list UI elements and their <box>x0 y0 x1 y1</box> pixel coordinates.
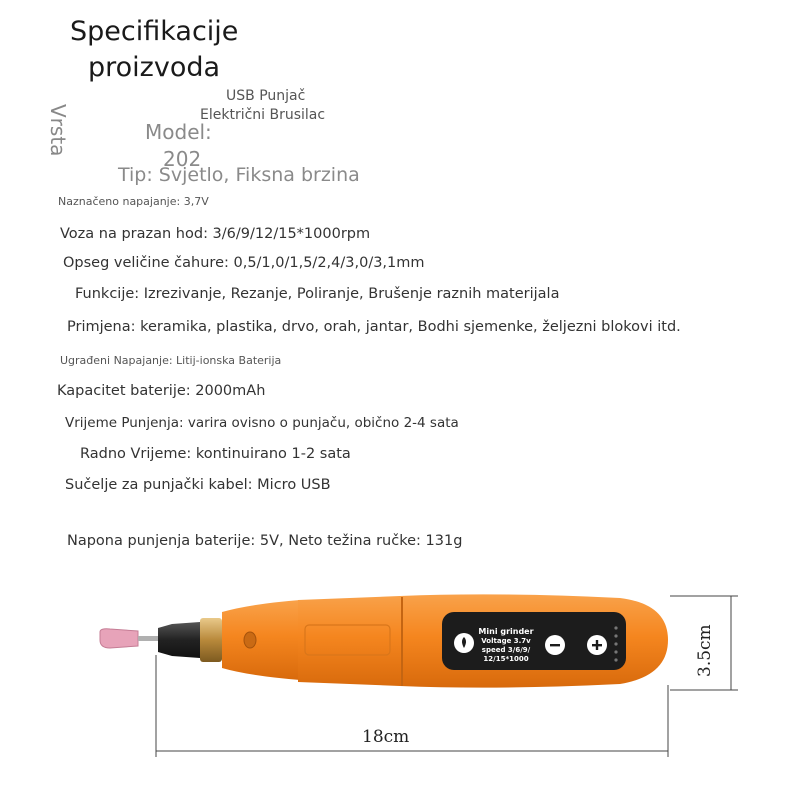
speed-led-3 <box>614 642 617 645</box>
grinder-illustration <box>0 570 800 800</box>
spec-functions: Funkcije: Izrezivanje, Rezanje, Poliranje, Brušenje raznih materijala <box>75 286 560 302</box>
speed-led-4 <box>614 650 617 653</box>
spec-collet-range: Opseg veličine čahure: 0,5/1,0/1,5/2,4/3,0/3,1mm <box>63 255 425 271</box>
vrsta-label: Vrsta <box>46 104 70 157</box>
grinder-nose <box>222 600 300 680</box>
spec-charging-time: Vrijeme Punjenja: varira ovisno o punjaču, obično 2-4 sata <box>65 415 459 431</box>
model-label: Model: <box>145 120 212 144</box>
plus-icon-v <box>596 640 598 650</box>
nose-button <box>244 632 256 648</box>
spec-charging-interface: Sučelje za punjački kabel: Micro USB <box>65 477 331 493</box>
spec-no-load-speed: Voza na prazan hod: 3/6/9/12/15*1000rpm <box>60 226 371 242</box>
spec-battery-type: Ugrađeni Napajanje: Litij-ionska Baterija <box>60 354 282 367</box>
product-name-line-2: Električni Brusilac <box>200 107 326 123</box>
title-line-1: Specifikacije <box>70 16 239 47</box>
speed-led-2 <box>614 634 617 637</box>
title-line-2: proizvoda <box>88 52 221 83</box>
speed-led-5 <box>614 658 617 661</box>
height-label: 3.5cm <box>695 624 715 677</box>
spec-rated-power: Naznačeno napajanje: 3,7V <box>58 195 209 208</box>
panel-label-line-2: Voltage 3.7v <box>481 637 531 645</box>
page-title <box>70 14 238 86</box>
panel-label-line-1: Mini grinder <box>478 627 534 636</box>
model-number: 202 <box>163 147 202 171</box>
product-name-line-1: USB Punjač <box>226 88 306 104</box>
spec-battery-capacity: Kapacitet baterije: 2000mAh <box>57 383 266 399</box>
product-type: Tip: Svjetlo, Fiksna brzina <box>118 164 360 186</box>
length-label: 18cm <box>362 727 410 747</box>
minus-icon <box>550 644 560 646</box>
spec-application: Primjena: keramika, plastika, drvo, orah, jantar, Bodhi sjemenke, željezni blokovi itd. <box>67 319 681 335</box>
brass-ring <box>200 618 222 662</box>
chuck-collet <box>158 622 200 658</box>
panel-label-line-3: speed 3/6/9/ <box>481 646 531 654</box>
speed-led-1 <box>614 626 617 629</box>
spec-charging-voltage-weight: Napona punjenja baterije: 5V, Neto težina ručke: 131g <box>67 533 463 549</box>
spec-working-time: Radno Vrijeme: kontinuirano 1-2 sata <box>80 446 351 462</box>
panel-label-line-4: 12/15*1000 <box>483 655 529 663</box>
grinding-stone-bit <box>100 629 138 648</box>
bit-shaft <box>138 636 160 641</box>
